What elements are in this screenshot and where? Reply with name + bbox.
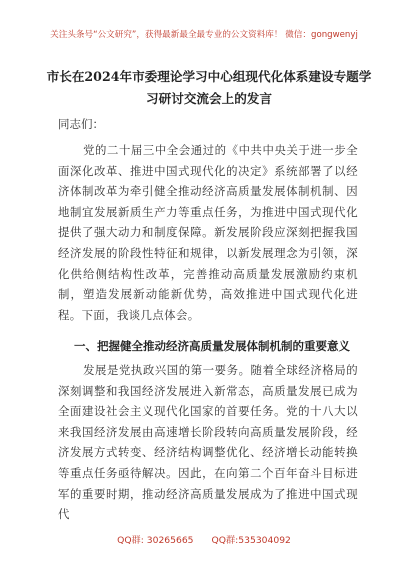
footer-qq-group-2: QQ群:535304092 xyxy=(211,535,291,546)
body-paragraph-1: 党的二十届三中全会通过的《中共中央关于进一步全面深化改革、推进中国式现代化的决定》系统部署了以经济体制改革为牵引健全推动经济高质量发展体制机制、因地制宜发展新质生产力等重点任务，为推进中国式现代化提供了强大动力和制度保障。新发展阶段应深刻把握我国经济发展的阶段性特征和规律，以新发展理念为引领，深化供给侧结构性改革，完善推动高质量发展激励约束机制，塑造发展新动能新优势，高效推进中国式现代化进程。下面，我谈几点体会。 xyxy=(58,143,358,322)
document-title-line-1: 市长在2024年市委理论学习中心组现代化体系建设专题学 xyxy=(46,69,372,84)
footer-contact xyxy=(0,532,408,546)
document-title-line-2: 习研讨交流会上的发言 xyxy=(146,91,272,106)
header-promo-note: 关注头条号“公文研究”，获得最新最全最专业的公文资料库！ 微信：gongwenyj xyxy=(50,30,358,40)
section-heading-1: 一、把握健全推动经济高质量发展体制机制的重要意义 xyxy=(74,339,350,353)
salutation: 同志们： xyxy=(58,117,104,131)
body-paragraph-2: 发展是党执政兴国的第一要务。随着全球经济格局的深刻调整和我国经济发展进入新常态，高质量发展已成为全面建设社会主义现代化国家的首要任务。党的十八大以来我国经济发展由高速增长阶段转向高质量发展阶段，经济发展方式转变、经济结构调整优化、经济增长动能转换等重点任务亟待解决。因此，在向第二个百年奋斗目标进军的重要时期，推动经济高质量发展成为了推进中国式现代 xyxy=(58,363,358,522)
footer-qq-group-1: QQ群: 30265665 xyxy=(117,535,194,546)
